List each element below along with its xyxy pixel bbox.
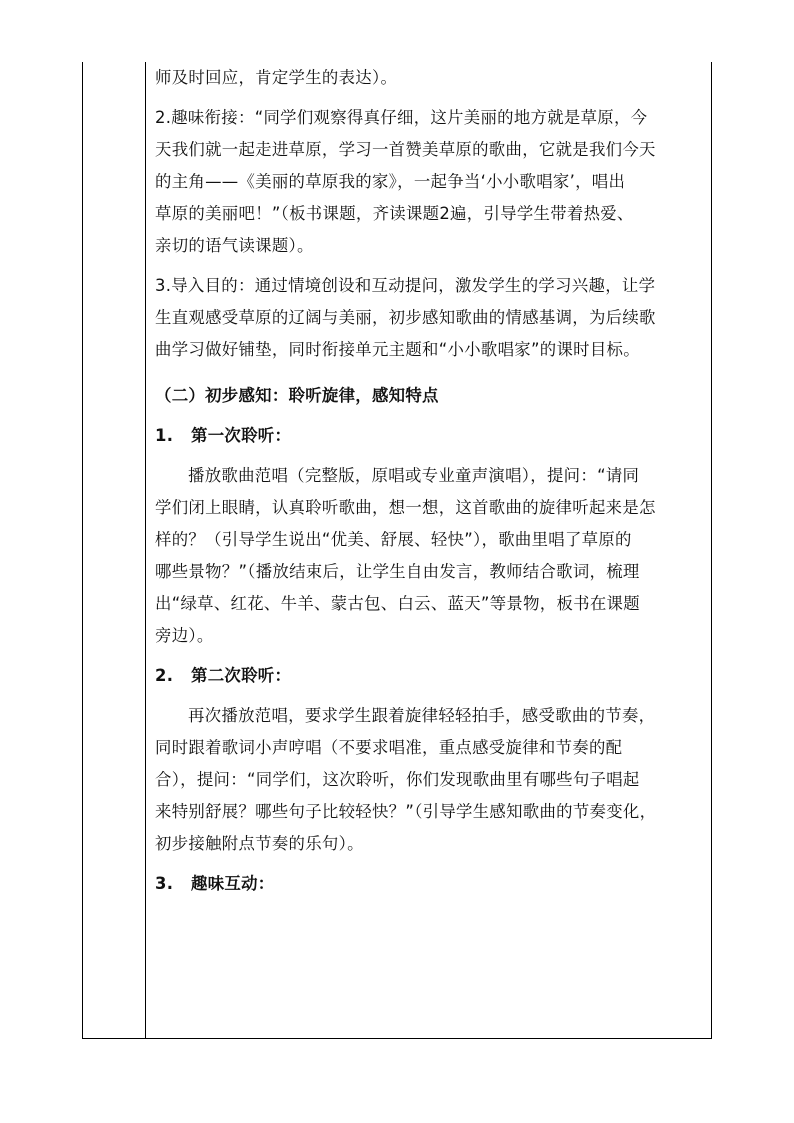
text-line: 师及时回应，肯定学生的表达）。 [155, 68, 398, 87]
subsection-title: 趣味互动： [191, 874, 275, 893]
subsection-heading-1 [155, 420, 708, 452]
text-line: 初步接触附点节奏的乐句）。 [155, 834, 364, 853]
subsection-title: 第二次聆听： [191, 666, 292, 685]
subsection-heading-3 [155, 868, 708, 900]
subsection-number: 3. [155, 874, 174, 893]
subsection-number: 1. [155, 426, 174, 445]
text-line: 同时跟着歌词小声哼唱（不要求唱准，重点感受旋律和节奏的配 [155, 738, 623, 757]
subsection-number: 2. [155, 666, 174, 685]
text-line: 2.趣味衔接：“同学们观察得真仔细，这片美丽的地方就是草原，今 [155, 108, 648, 127]
text-line: 亲切的语气读课题）。 [155, 236, 314, 255]
text-line: 出“绿草、红花、牛羊、蒙古包、白云、蓝天”等景物，板书在课题 [155, 594, 640, 613]
text-line: 旁边）。 [155, 626, 214, 645]
text-line: 天我们就一起走进草原，学习一首赞美草原的歌曲，它就是我们今天 [155, 140, 656, 159]
text-line: 样的？（引导学生说出“优美、舒展、轻快”），歌曲里唱了草原的 [155, 530, 632, 549]
text-line: 学们闭上眼睛，认真聆听歌曲，想一想，这首歌曲的旋律听起来是怎 [155, 498, 656, 517]
subsection-title: 第一次聆听： [191, 426, 292, 445]
text-line: 来特别舒展？哪些句子比较轻快？”（引导学生感知歌曲的节奏变化， [155, 802, 657, 821]
text-line: 再次播放范唱，要求学生跟着旋律轻轻拍手，感受歌曲的节奏， [188, 706, 656, 725]
text-line: 的主角——《美丽的草原我的家》，一起争当‘小小歌唱家’，唱出 [155, 172, 626, 191]
table-column-divider [145, 62, 146, 1039]
subsection-heading-2 [155, 660, 708, 692]
section-heading: （二）初步感知：聆听旋律，感知特点 [155, 386, 439, 405]
lesson-content-cell [155, 62, 708, 900]
text-line: 哪些景物？”（播放结束后，让学生自由发言，教师结合歌词，梳理 [155, 562, 640, 581]
text-line: 草原的美丽吧！”（板书课题，齐读课题2遍，引导学生带着热爱、 [155, 204, 634, 223]
text-line: 曲学习做好铺垫，同时衔接单元主题和“小小歌唱家”的课时目标。 [155, 340, 640, 359]
text-line: 合），提问：“同学们，这次聆听，你们发现歌曲里有哪些句子唱起 [155, 770, 640, 789]
text-line: 3.导入目的：通过情境创设和互动提问，激发学生的学习兴趣，让学 [155, 276, 656, 295]
text-line: 播放歌曲范唱（完整版，原唱或专业童声演唱），提问：“请同 [188, 466, 640, 485]
text-line: 生直观感受草原的辽阔与美丽，初步感知歌曲的情感基调，为后续歌 [155, 308, 656, 327]
